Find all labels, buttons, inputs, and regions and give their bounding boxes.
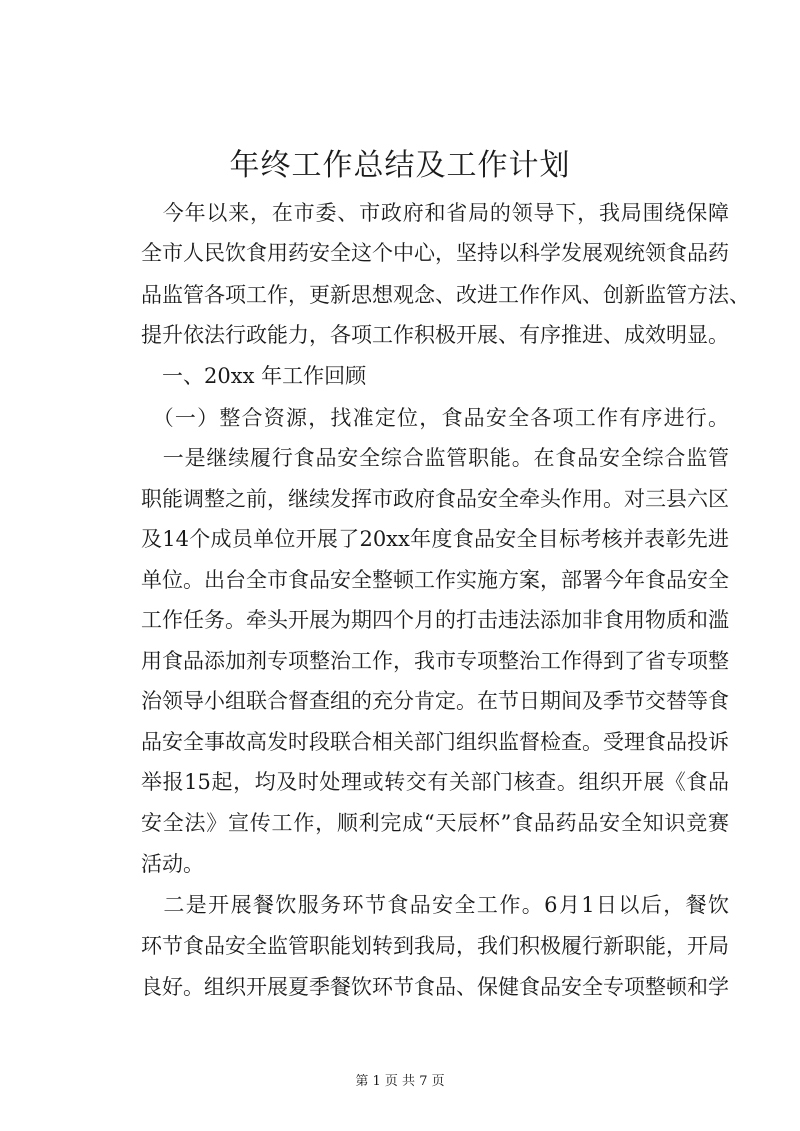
text-line: 及14个成员单位开展了20xx年度食品安全目标考核并表彰先进 (141, 527, 729, 551)
text-line: （一）整合资源，找准定位，食品安全各项工作有序进行。 (141, 406, 729, 430)
text-line: 品安全事故高发时段联合相关部门组织监督检查。受理食品投诉 (141, 730, 729, 754)
text-line: 一、20xx 年工作回顾 (141, 364, 367, 388)
text-line: 提升依法行政能力，各项工作积极开展、有序推进、成效明显。 (141, 323, 729, 347)
text-line: 二是开展餐饮服务环节食品安全工作。6月1日以后，餐饮 (141, 893, 729, 917)
text-line: 安全法》宣传工作，顺利完成“天辰杯”食品药品安全知识竞赛 (141, 811, 729, 835)
page-number: 第 1 页 共 7 页 (355, 1074, 445, 1089)
text-line: 品监管各项工作，更新思想观念、改进工作作风、创新监管方法、 (141, 283, 750, 307)
text-line: 工作任务。牵头开展为期四个月的打击违法添加非食用物质和滥 (141, 608, 729, 632)
text-line: 用食品添加剂专项整治工作，我市专项整治工作得到了省专项整 (141, 649, 729, 673)
text-line: 良好。组织开展夏季餐饮环节食品、保健食品安全专项整顿和学 (141, 975, 729, 999)
text-line: 全市人民饮食用药安全这个中心，坚持以科学发展观统领食品药 (141, 241, 729, 265)
text-line: 举报15起，均及时处理或转交有关部门核查。组织开展《食品 (141, 770, 729, 794)
text-line: 职能调整之前，继续发挥市政府食品安全牵头作用。对三县六区 (141, 487, 729, 511)
text-line: 一是继续履行食品安全综合监管职能。在食品安全综合监管 (141, 446, 729, 470)
text-line: 治领导小组联合督查组的充分肯定。在节日期间及季节交替等食 (141, 689, 729, 713)
text-line: 今年以来，在市委、市政府和省局的领导下，我局围绕保障 (141, 201, 729, 225)
text-line: 单位。出台全市食品安全整顿工作实施方案，部署今年食品安全 (141, 568, 729, 592)
text-line: 活动。 (141, 852, 204, 876)
text-line: 环节食品安全监管职能划转到我局，我们积极履行新职能，开局 (141, 934, 729, 958)
document-title: 年终工作总结及工作计划 (229, 148, 571, 183)
